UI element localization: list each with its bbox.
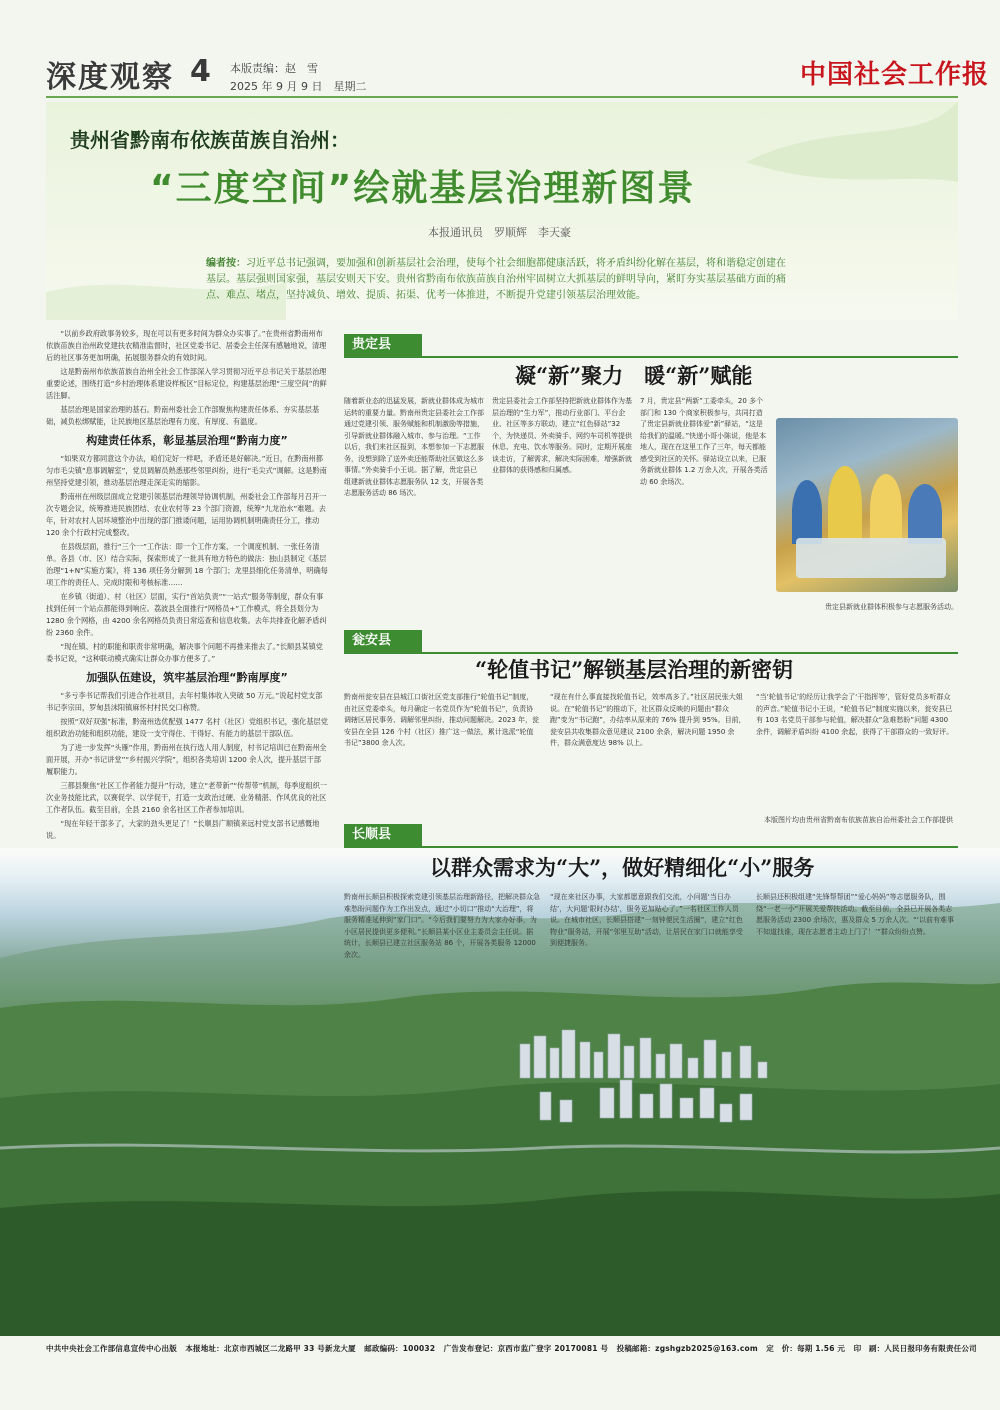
person-figure [828, 466, 862, 544]
volunteer-photo [776, 418, 958, 592]
newspaper-logo: 中国社会工作报 [800, 60, 990, 90]
person-figure [870, 474, 902, 544]
date-line: 2025 年 9 月 9 日 星期二 [230, 80, 367, 93]
paragraph: “多亏李书记帮我们引进合作社项目，去年村集体收入突破 50 万元。”说起村党支部书记李宗田，罗甸县沫阳镇麻怀村村民交口称赞。 [46, 691, 323, 712]
subheading: 构建责任体系，彰显基层治理“黔南力度” [86, 434, 288, 447]
article-column: 贵定县委社会工作部坚持把新就业群体作为基层治理的“生力军”，推动行业部门、平台企业、社区等多方联动，建立“红色驿站”32 个，为快递员、外卖骑手、网约车司机等提供休息、充电、饮水等服务。同时，定期开展座谈走访，了解需求，解决实际困难，增强新就业群体的获得感和归属感。 [492, 397, 632, 474]
byline: 本报通讯员 罗顺辉 李天豪 [428, 226, 571, 239]
footer-text [46, 1343, 977, 1354]
person-figure [908, 484, 942, 544]
footer-printer: 印 刷：人民日报印务有限责任公司 [853, 1344, 977, 1353]
page-number: 4 [190, 54, 211, 89]
footer-email: 投稿邮箱：zgshgzb2025@163.com [616, 1344, 758, 1353]
article-column: 黔南州瓮安县在县城江口街社区党支部推行“轮值书记”制度，由社区党委牵头，每月确定一名党员作为“轮值书记”，负责协调辖区居民事务、调解邻里纠纷、推动问题解决。2023 年，瓮安县在全县 126 个村（社区）推广这一做法，累计选派“轮值书记”3800 余人次。 [344, 693, 540, 747]
paragraph: 按照“双好双强”标准，黔南州选优配强 1477 名村（社区）党组织书记，强化基层党组织政治功能和组织功能，建设一支守得住、干得好、有能力的基层干部队伍。 [46, 717, 328, 738]
paragraph: “如果双方都同意这个办法，咱们定好一样吧，矛盾还是好解决。”近日，在黔南州都匀市毛尖镇“息事调解室”，党员调解员熟悉那些邻里纠纷，进行“毛尖式”调解。这是黔南州坚持党建引领，推动基层治理走深走实的缩影。 [46, 454, 327, 487]
footer-ad-license: 广告发布登记：京西市监广登字 20170081 号 [443, 1344, 609, 1353]
article-column: 随着新业态的迅猛发展，新就业群体成为城市运转的重要力量。黔南州贵定县委社会工作部通过党建引领、服务赋能和机制激励等措施，引导新就业群体融入城市、参与治理。“工作以后，我们来社区报到，本想参加一下志愿服务，没想到除了送外卖还能帮助社区做这么多事情。”外卖骑手小王说。据了解，贵定县已组建新就业群体志愿服务队 12 支，开展各类志愿服务活动 86 场次。 [344, 397, 484, 497]
paragraph: 黔南州在州级层面成立党建引领基层治理领导协调机制，州委社会工作部每月召开一次专题会议，统筹推进民族团结、农业农村等 23 个部门资源，统筹“九龙治水”难题。去年，针对农村人居环境整治中出现的部门推诿问题，运用协调机制明确责任分工，推动 120 余个行政村完成整改。 [46, 492, 327, 537]
paragraph: 在县级层面，推行“三个一”工作法：即一个工作方案、一个调度机制、一张任务清单。各县（市、区）结合实际，探索形成了一批具有地方特色的做法：独山县制定《基层治理“1+N”实施方案》，将 136 项任务分解到 18 个部门；龙里县细化任务清单，明确每项工作的责任人、完成时限和考核标准…… [46, 542, 328, 587]
section-title: 深度观察 [46, 60, 174, 95]
paragraph: 在乡镇（街道）、村（社区）层面，实行“首站负责”“一站式”服务等制度，群众有事找到任何一个站点都能得到响应。荔波县全面推行“网格员+”工作模式，将全县划分为 1280 余个网格，由 4200 余名网格员负责日常巡查和信息收集。去年共排查化解矛盾纠纷 2360 余件。 [46, 592, 327, 637]
county-rule [344, 356, 958, 358]
section-headline: 以群众需求为“大”，做好精细化“小”服务 [430, 855, 815, 880]
section-headline: “轮值书记”解锁基层治理的新密钥 [475, 657, 794, 682]
editor-note-label: 编者按： [206, 258, 246, 269]
county-label-wengan: 瓮安县 [344, 630, 422, 652]
paragraph: 这是黔南州布依族苗族自治州全社会工作部深入学习贯彻习近平总书记关于基层治理重要论述，围绕打造“乡村治理体系建设样板区”目标定位，构建基层治理“三度空间”的鲜活注脚。 [46, 367, 327, 400]
photo-caption: 贵定县新就业群体积极参与志愿服务活动。 [825, 603, 958, 611]
paragraph: “以前乡政府政事务较多，现在可以有更多时间为群众办实事了。”在贵州省黔南州布依族苗族自治州政党建扶农精准监督时，社区党委书记、居委会主任深有感触地说，清理后的社区事务更加明确，拓展服务群众的有效时间。 [46, 329, 327, 362]
editor-note [206, 256, 786, 304]
paragraph: “现在镇、村的职能和职责非常明确，解决事个问题不再推来推去了。”长顺县某镇党委书记说，“这种联动模式确实让群众办事方便多了。” [46, 642, 323, 663]
package-pile [796, 538, 946, 578]
landscape-caption: 本版图片均由贵州省黔南布依族苗族自治州委社会工作部提供 [764, 816, 953, 824]
editor-line: 本版责编：赵 雪 [230, 62, 318, 75]
footer-publisher: 中共中央社会工作部信息宣传中心出版 [46, 1344, 177, 1353]
article-column: 长顺县还积极组建“先锋帮帮团”“爱心妈妈”等志愿服务队，围绕“一老一小”开展关爱帮扶活动。截至目前，全县已开展各类志愿服务活动 2300 余场次，惠及群众 5 万余人次。“‘以前有难事不知道找谁，现在志愿者主动上门了！’”群众纷纷点赞。 [756, 893, 955, 936]
article-column: 7 月，贵定县“两新”工委牵头，20 多个部门和 130 个商家积极参与，共同打造了贵定县新就业群体爱“新”驿站，“这是给我们的温暖。”快递小哥小陈说，他是本地人，现在在这里工作了三年，每天都能感受到社区的关怀。驿站设立以来，已服务新就业群体 1.2 万余人次，开展各类活动 60 余场次。 [640, 397, 768, 486]
editor-note-text: 习近平总书记强调，要加强和创新基层社会治理，使每个社会细胞都健康活跃，将矛盾纠纷化解在基层，将和谐稳定创建在基层。基层强则国家强，基层安则天下安。贵州省黔南布依族苗族自治州牢固树立大抓基层的鲜明导向，紧盯夯实基层基础方面的痛点、难点、堵点，坚持减负、增效、提质、拓渠、优考一体推进，不断提升党建引领基层治理效能。 [206, 258, 786, 301]
footer-price: 定 价：每期 1.56 元 [766, 1344, 846, 1353]
person-figure [792, 480, 822, 544]
article-column: “当‘轮值书记’的经历让我学会了‘干指挥等’，管好党员多听群众的声音。”轮值书记小王说，“轮值书记”制度实施以来，瓮安县已有 103 名党员干部参与轮值，解决群众“急难愁盼”问题 4300 余件，调解矛盾纠纷 4100 余起，获得了干部群众的一致好评。 [756, 693, 954, 736]
footer-address: 本报地址：北京市西城区二龙路甲 33 号新龙大厦 [185, 1344, 356, 1353]
headline-kicker: 贵州省黔南布依族苗族自治州： [70, 128, 350, 152]
main-headline: “三度空间”绘就基层治理新图景 [150, 168, 696, 209]
footer-postcode: 邮政编码：100032 [364, 1344, 436, 1353]
paragraph: 基层治理是国家治理的基石。黔南州委社会工作部聚焦构建责任体系、夯实基层基础，减负松绑赋能，让民族地区基层治理有力度、有厚度、有温度。 [46, 405, 320, 426]
paragraph: 为了进一步发挥“头雁”作用，黔南州在执行选人用人制度，村书记培训已在黔南州全面开展，开办“书记讲堂”“乡村振兴学院”，组织各类培训 1200 余人次，提升基层干部履职能力。 [46, 743, 327, 776]
header-rule [46, 96, 958, 98]
paragraph: 三都县聚焦“社区工作者能力提升”行动，建立“老带新”“传帮带”机制，每季度组织一次业务技能比武，以赛促学、以学促干，打造一支政治过硬、业务精湛、作风优良的社区工作者队伍。截至目前，全县 2160 余名社区工作者参加培训。 [46, 781, 328, 814]
section-headline: 凝“新”聚力 暖“新”赋能 [515, 363, 753, 388]
subheading: 加强队伍建设，筑牢基层治理“黔南厚度” [86, 671, 288, 684]
county-label-changshun: 长顺县 [344, 824, 422, 846]
left-column-article [46, 328, 328, 882]
article-column: “现在来社区办事，大家都愿意跟我们交流，小问题‘当日办结’，大问题‘限时办结’，服务更加贴心了。”一名社区工作人员说。在城市社区，长顺县搭建“一刻钟便民生活圈”，建立“红色物业”服务站，开展“邻里互助”活动，让居民在家门口就能享受到便捷服务。 [550, 893, 743, 947]
paragraph: “现在年轻干部多了，大家的劲头更足了！”长顺县广顺镇来远村党支部书记感慨地说。 [46, 819, 320, 840]
article-column: 黔南州长顺县积极探索党建引领基层治理新路径，把解决群众急难愁盼问题作为工作出发点，通过“小切口”推动“大治理”，将服务精准延伸到“家门口”。“今后我们要努力为大家办好事，为小区居民提供更多便利。”长顺县某小区业主委员会主任说。据统计，长顺县已建立社区服务站 86 个，开展各类服务 12000 余次。 [344, 893, 540, 959]
article-column: “现在有什么事直接找轮值书记，效率高多了。”社区居民张大姐说。在“轮值书记”的推动下，社区群众反映的问题由“群众跑”变为“书记跑”，办结率从原来的 76% 提升到 95%。目前，瓮安县共收集群众意见建议 2100 余条，解决问题 1950 余件，群众满意度达 98% 以上。 [550, 693, 746, 747]
county-label-guiding: 贵定县 [344, 334, 422, 356]
